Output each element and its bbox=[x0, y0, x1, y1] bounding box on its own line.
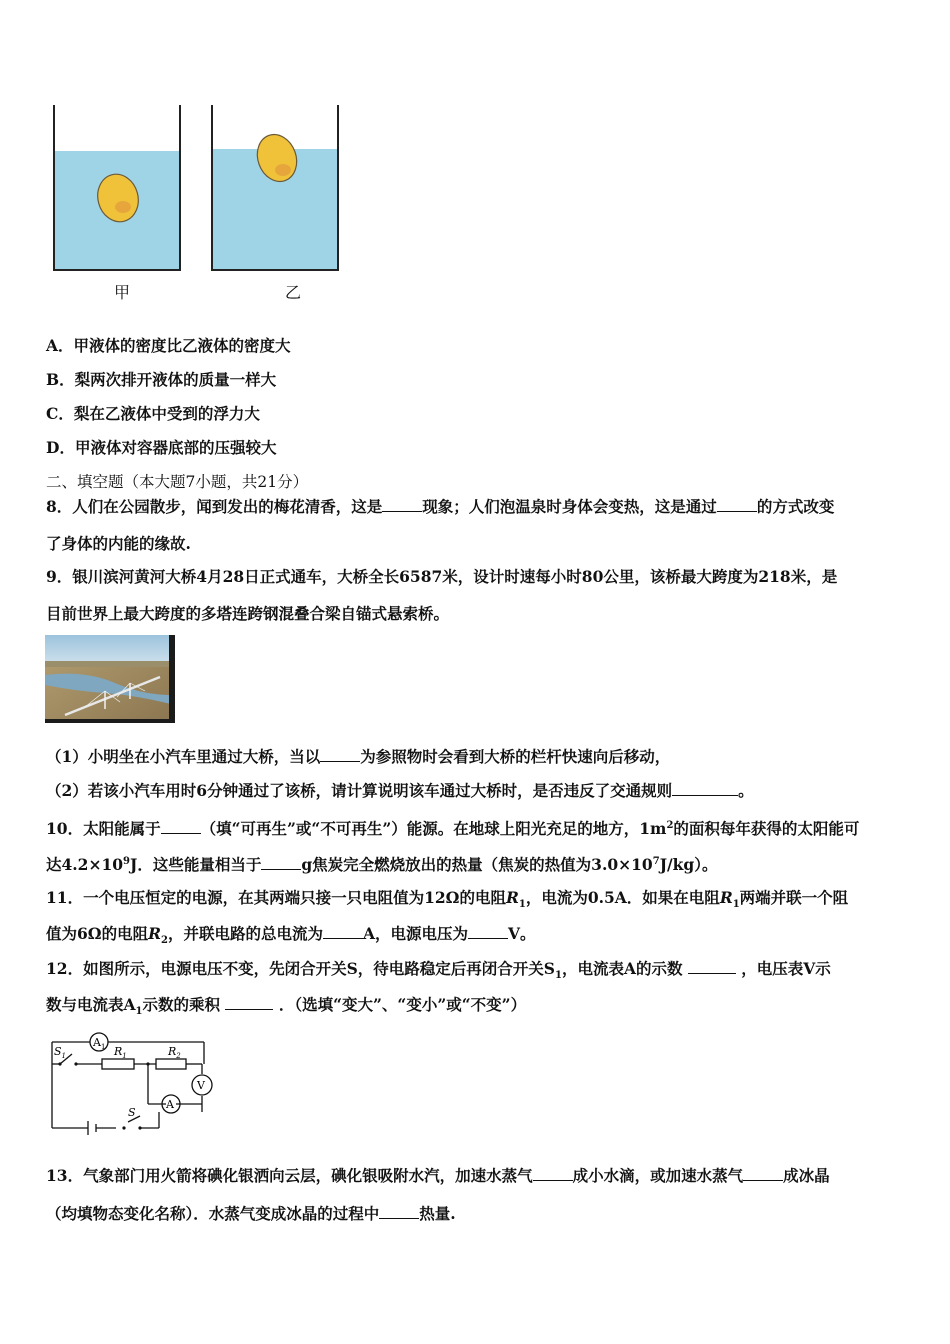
circuit-r1: $R_1$ bbox=[114, 1045, 127, 1060]
option-c: C．梨在乙液体中受到的浮力大 bbox=[46, 404, 260, 423]
q11-r2: R bbox=[148, 924, 161, 943]
q11-sub-1: 1 bbox=[518, 899, 526, 911]
q11-r1: R bbox=[505, 888, 519, 907]
q9-s2-blank bbox=[672, 781, 738, 796]
q9-s1-text-a: （1）小明坐在小汽车里通过大桥，当以 bbox=[46, 747, 321, 766]
q8-text-2: 现象；人们泡温泉时身体会变热，这是通过 bbox=[422, 497, 717, 516]
q13-blank-2 bbox=[743, 1166, 783, 1181]
q10-text-c: 的面积每年获得的太阳能可 bbox=[673, 819, 860, 839]
question-11-line1 bbox=[46, 888, 848, 915]
q10-sup-2: 2 bbox=[666, 820, 674, 831]
circuit-a1: $A_1$ bbox=[93, 1036, 106, 1051]
q12-blank-2 bbox=[225, 995, 273, 1010]
q10-sup-7: 7 bbox=[652, 856, 660, 867]
q8-blank-2 bbox=[717, 497, 757, 512]
circuit-svg bbox=[44, 1030, 219, 1140]
q8-blank-1 bbox=[382, 497, 422, 512]
q9-s1-blank bbox=[320, 747, 360, 762]
caption-left: 甲 bbox=[114, 283, 131, 302]
q12-sub-1b: 1 bbox=[135, 1006, 143, 1018]
q11-text-d: 值为6Ω的电阻 bbox=[46, 924, 149, 943]
bridge-photo-svg bbox=[45, 635, 175, 723]
q12-text-a: 12．如图所示，电源电压不变，先闭合开关S，待电路稳定后再闭合开关S bbox=[46, 959, 555, 978]
circuit-diagram bbox=[44, 1030, 219, 1140]
question-12-line1 bbox=[46, 959, 831, 986]
question-9-line1: 9．银川滨河黄河大桥4月28日正式通车，大桥全长6587米，设计时速每小时80公里，该桥最大跨度为218米，是 bbox=[46, 567, 838, 586]
beakers-svg bbox=[40, 95, 360, 310]
circuit-s: S bbox=[128, 1106, 136, 1119]
q12-text-f: ．（选填“变大”、“变小”或“不变”） bbox=[278, 995, 527, 1014]
question-9-line2: 目前世界上最大跨度的多塔连跨钢混叠合梁自锚式悬索桥。 bbox=[46, 604, 450, 623]
caption-right: 乙 bbox=[285, 283, 302, 302]
q8-text-3: 的方式改变 bbox=[756, 497, 835, 516]
section-heading: 二、填空题（本大题7小题，共21分） bbox=[46, 473, 309, 491]
circuit-v: V bbox=[197, 1079, 205, 1092]
q11-sub-2: 2 bbox=[160, 935, 168, 947]
question-13-line2 bbox=[46, 1204, 456, 1224]
q10-sup-9: 9 bbox=[123, 856, 130, 867]
question-10-line2 bbox=[46, 852, 718, 875]
q11-text-f: A，电源电压为 bbox=[362, 924, 468, 943]
q11-blank-2 bbox=[468, 924, 508, 939]
q11-text-c: 两端并联一个阻 bbox=[739, 888, 849, 907]
q10-text-a: 10．太阳能属于 bbox=[46, 819, 161, 839]
circuit-a: A bbox=[166, 1098, 174, 1111]
beakers-figure bbox=[40, 95, 360, 310]
circuit-r2: $R_2$ bbox=[168, 1045, 181, 1060]
q11-text-a: 11．一个电压恒定的电源，在其两端只接一只电阻值为12Ω的电阻 bbox=[46, 888, 506, 907]
q10-blank-1 bbox=[161, 819, 201, 834]
q13-blank-3 bbox=[379, 1204, 419, 1219]
q10-text-b: （填“可再生”或“不可再生”）能源。在地球上阳光充足的地方，1m bbox=[200, 819, 667, 839]
question-8-line2: 了身体的内能的缘故. bbox=[46, 534, 191, 553]
q11-text-e: ，并联电路的总电流为 bbox=[167, 924, 323, 943]
question-9-sub1 bbox=[46, 747, 670, 767]
option-a: A．甲液体的密度比乙液体的密度大 bbox=[46, 336, 291, 355]
q13-text-b: 成小水滴，或加速水蒸气 bbox=[572, 1166, 744, 1185]
q9-s2-text-a: （2）若该小汽车用时6分钟通过了该桥，请计算说明该车通过大桥时，是否违反了交通规则 bbox=[46, 781, 673, 800]
bridge-photo bbox=[45, 635, 175, 723]
question-8-line1 bbox=[46, 497, 834, 517]
q13-text-a: 13．气象部门用火箭将碘化银洒向云层，碘化银吸附水汽，加速水蒸气 bbox=[46, 1166, 533, 1185]
q12-text-c: ，电压表V示 bbox=[741, 959, 831, 978]
q12-text-b: ，电流表A的示数 bbox=[561, 959, 683, 978]
question-12-line2 bbox=[46, 995, 526, 1022]
q13-blank-1 bbox=[533, 1166, 573, 1181]
question-11-line2 bbox=[46, 924, 536, 951]
option-b: B．梨两次排开液体的质量一样大 bbox=[46, 370, 277, 389]
circuit-s1: $S_1$ bbox=[54, 1045, 67, 1060]
q11-text-g: V。 bbox=[508, 924, 536, 943]
q12-blank-1 bbox=[688, 959, 736, 974]
q11-blank-1 bbox=[323, 924, 363, 939]
q11-text-b: ，电流为0.5A．如果在电阻 bbox=[525, 888, 720, 907]
q10-text-f: g焦炭完全燃烧放出的热量（焦炭的热值为3.0×10 bbox=[301, 855, 653, 875]
q12-text-e: 示数的乘积 bbox=[142, 995, 221, 1014]
q12-sub-1: 1 bbox=[554, 970, 562, 982]
q10-text-g: J/kg）。 bbox=[659, 855, 718, 875]
question-9-sub2 bbox=[46, 781, 754, 801]
q9-s1-text-b: 为参照物时会看到大桥的栏杆快速向后移动， bbox=[360, 747, 671, 766]
q13-text-c: 成冰晶 bbox=[783, 1166, 830, 1185]
question-13-line1 bbox=[46, 1166, 830, 1186]
q9-s2-text-b: 。 bbox=[738, 781, 754, 800]
q8-text-1: 8．人们在公园散步，闻到发出的梅花清香，这是 bbox=[46, 497, 383, 516]
q10-text-e: J．这些能量相当于 bbox=[130, 855, 262, 875]
q13-text-e: 热量. bbox=[419, 1204, 456, 1223]
q10-blank-2 bbox=[261, 855, 301, 870]
option-d: D．甲液体对容器底部的压强较大 bbox=[46, 438, 277, 457]
q10-text-d: 达4.2×10 bbox=[46, 855, 124, 875]
q12-text-d: 数与电流表A bbox=[46, 995, 136, 1014]
q11-r1-b: R bbox=[719, 888, 733, 907]
question-10-line1 bbox=[46, 816, 859, 839]
q11-sub-1b: 1 bbox=[732, 899, 740, 911]
q13-text-d: （均填物态变化名称）．水蒸气变成冰晶的过程中 bbox=[46, 1204, 380, 1223]
